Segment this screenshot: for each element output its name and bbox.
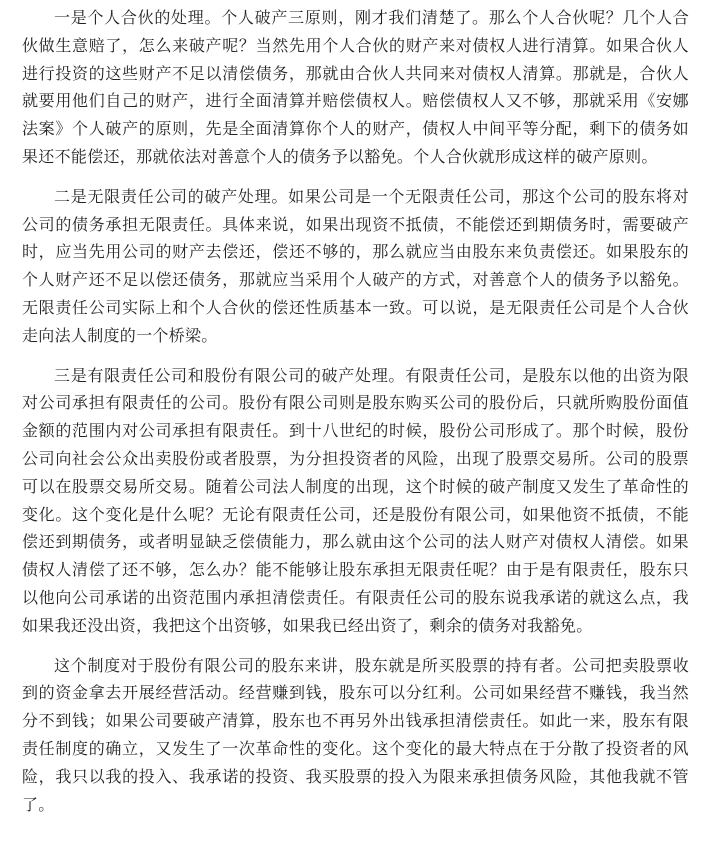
paragraph-limited-liability-company: 三是有限责任公司和股份有限公司的破产处理。有限责任公司，是股东以他的出资为限对公司承担有限责任的公司。股份有限公司则是股东购买公司的股份后，只就所购股份面值金额的范围内对公司承担有限责任。到十八世纪的时候，股份公司形成了。那个时候，股份公司向社会公众出卖股份或者股票，为分担投资者的风险，出现了股票交易所。公司的股票可以在股票交易所交易。随着公司法人制度的出现，这个时候的破产制度又发生了革命性的变化。这个变化是什么呢？无论有限责任公司，还是股份有限公司，如果他资不抵债，不能偿还到期债务，或者明显缺乏偿债能力，那么就由这个公司的法人财产对债权人清偿。如果债权人清偿了还不够，怎么办？能不能够让股东承担无限责任呢？由于是有限责任，股东只以他向公司承诺的出资范围内承担清偿责任。有限责任公司的股东说我承诺的就这么点，我如果我还没出资，我把这个出资够，如果我已经出资了，剩余的债务对我豁免。: [22, 365, 689, 635]
document-body: [22, 4, 689, 830]
paragraph-individual-partnership: 一是个人合伙的处理。个人破产三原则，刚才我们清楚了。那么个人合伙呢？几个人合伙做生意赔了，怎么来破产呢？当然先用个人合伙的财产来对债权人进行清算。如果合伙人进行投资的这些财产不足以清偿债务，那就由合伙人共同来对债权人清算。那就是，合伙人就要用他们自己的财产，进行全面清算并赔偿债权人。赔偿债权人又不够，那就采用《安娜法案》个人破产的原则，先是全面清算你个人的财产，债权人中间平等分配，剩下的债务如果还不能偿还，那就依法对善意个人的债务予以豁免。个人合伙就形成这样的破产原则。: [22, 8, 689, 166]
paragraph-unlimited-liability-company: 二是无限责任公司的破产处理。如果公司是一个无限责任公司，那这个公司的股东将对公司的债务承担无限责任。具体来说，如果出现资不抵债，不能偿还到期债务时，需要破产时，应当先用公司的财产去偿还，偿还不够的，那么就应当由股东来负责偿还。如果股东的个人财产还不足以偿还债务，那就应当采用个人破产的方式，对善意个人的债务予以豁免。无限责任公司实际上和个人合伙的偿还性质基本一致。可以说，是无限责任公司是个人合伙走向法人制度的一个桥梁。: [22, 186, 689, 345]
paragraph-shareholder-limited-liability: 这个制度对于股份有限公司的股东来讲，股东就是所买股票的持有者。公司把卖股票收到的资金拿去开展经营活动。经营赚到钱，股东可以分红利。公司如果经营不赚钱，我当然分不到钱；如果公司要破产清算，股东也不再另外出钱承担清偿责任。如此一来，股东有限责任制度的确立，又发生了一次革命性的变化。这个变化的最大特点在于分散了投资者的风险，我只以我的投入、我承诺的投资、我买股票的投入为限来承担债务风险，其他我就不管了。: [22, 655, 689, 814]
